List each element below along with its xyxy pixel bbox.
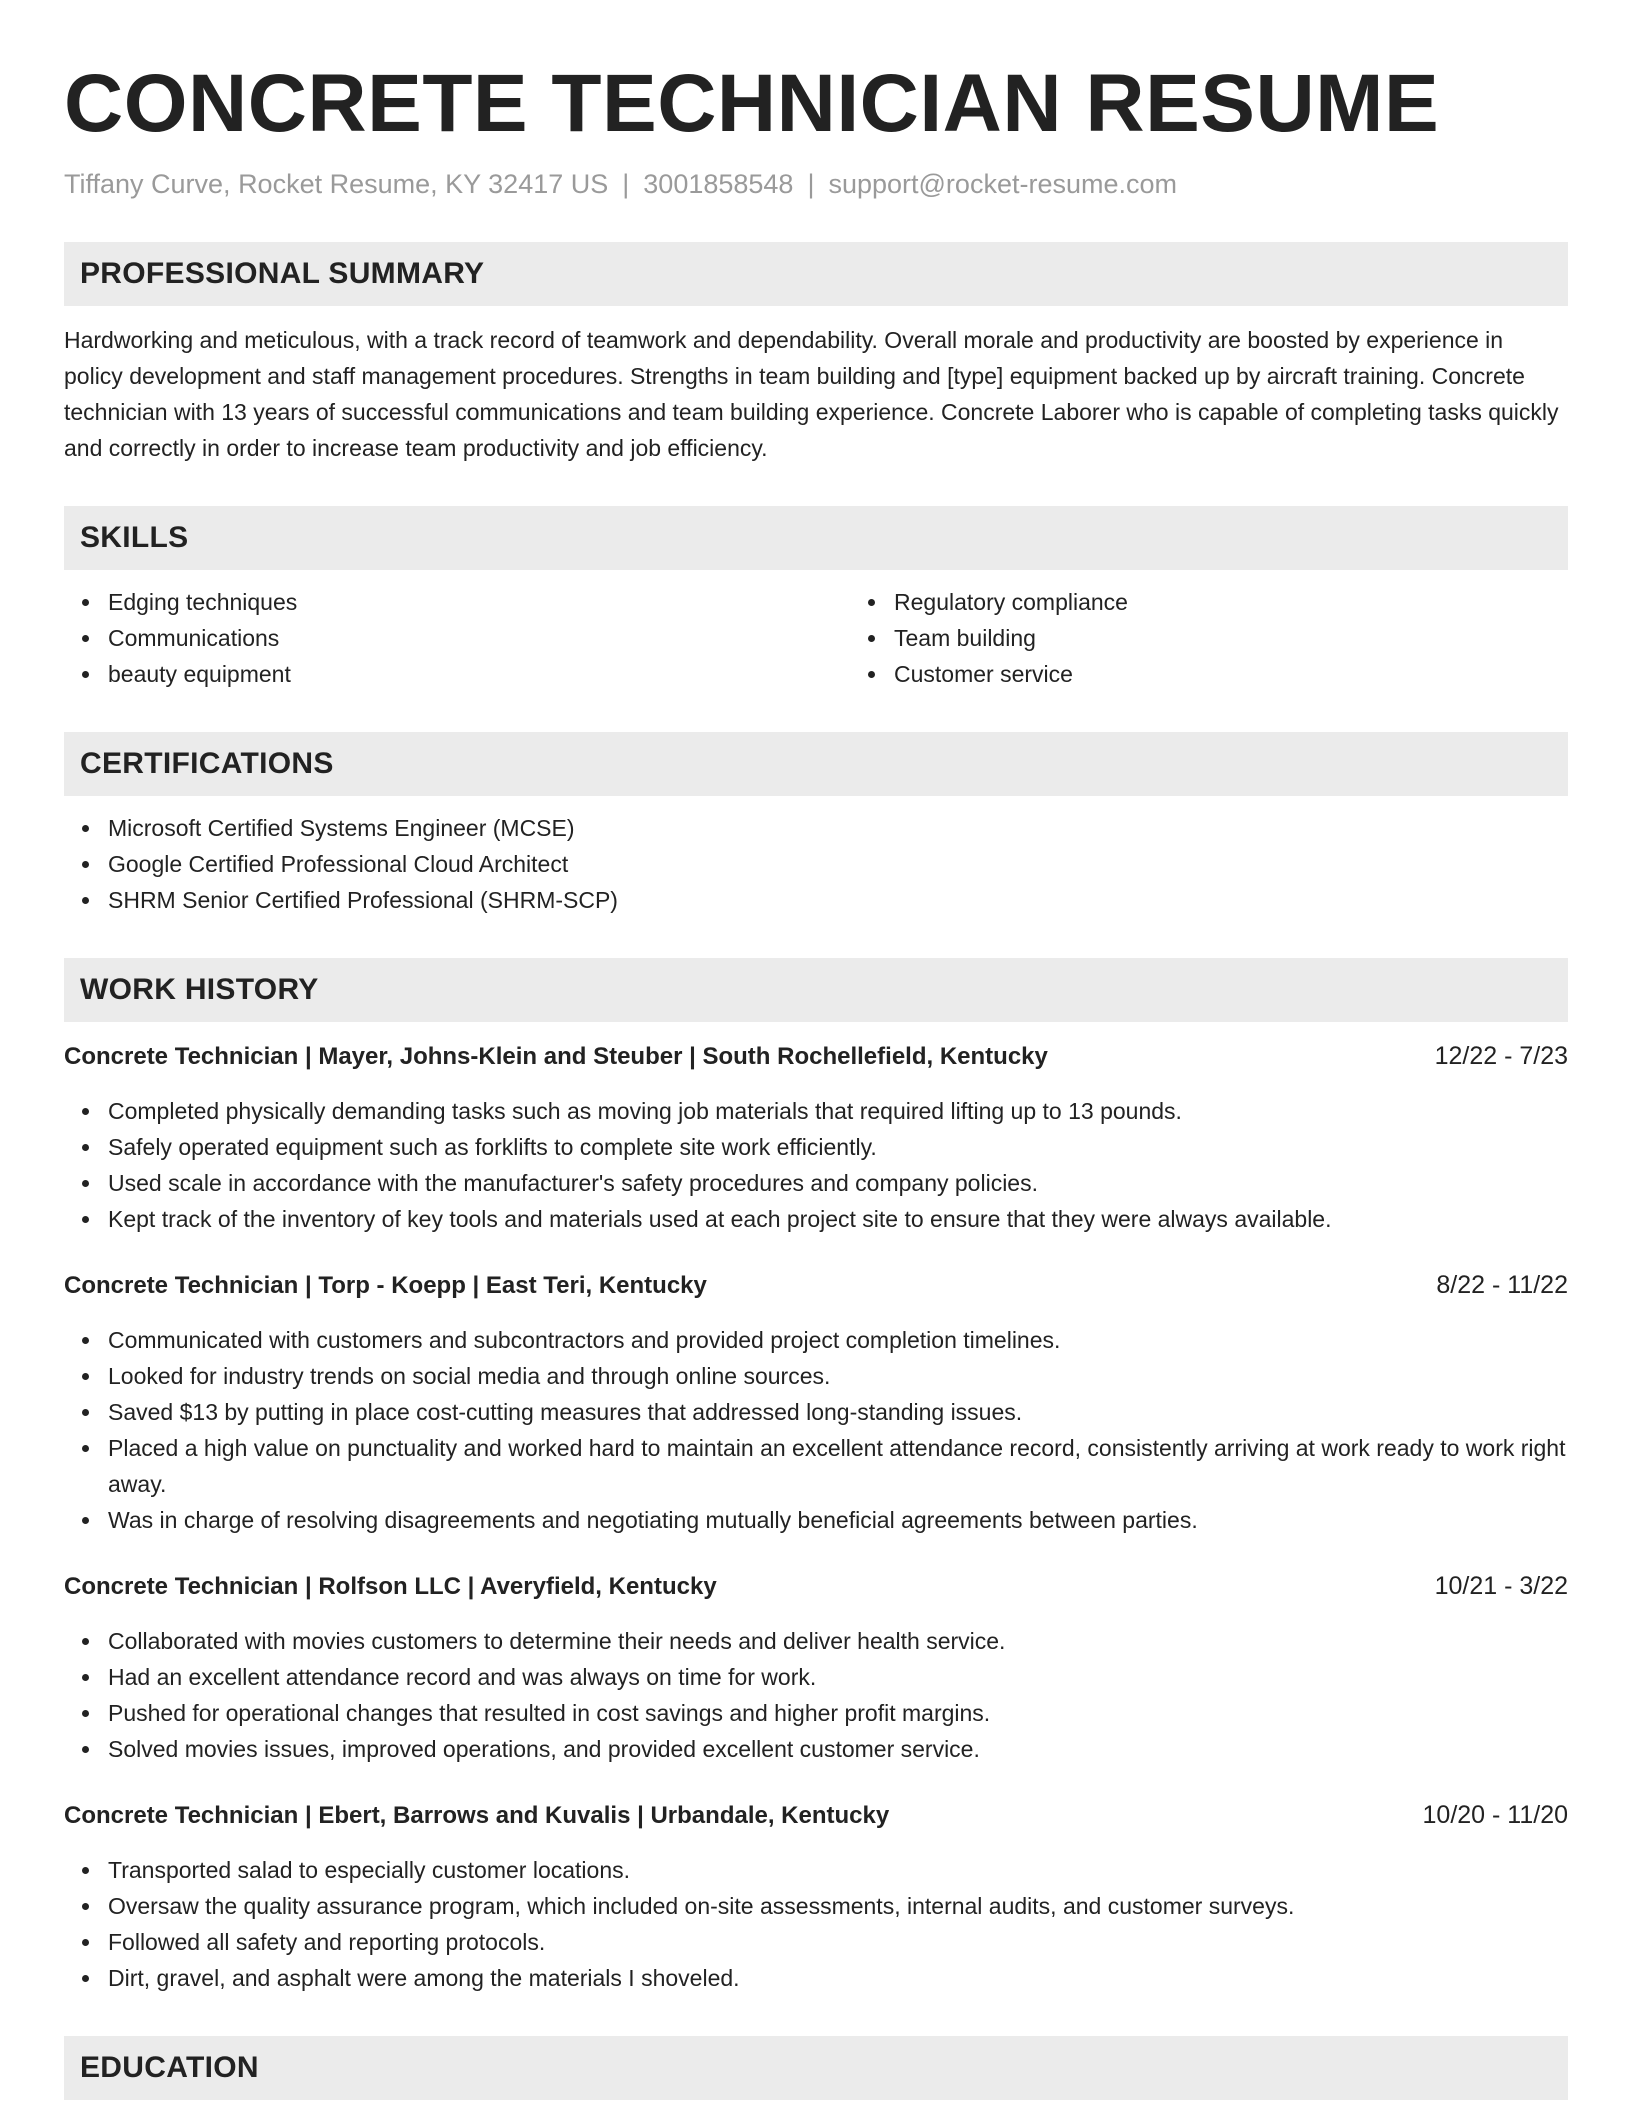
job-bullets — [64, 1623, 1568, 1767]
resume-title: CONCRETE TECHNICIAN RESUME — [64, 58, 1440, 149]
job-dates: 10/21 - 3/22 — [1434, 1572, 1568, 1600]
skills-grid — [64, 584, 1568, 692]
job-entry — [64, 1267, 1568, 1538]
job-title: Concrete Technician | Torp - Koepp | East Teri, Kentucky — [64, 1272, 707, 1299]
job-bullet: Saved $13 by putting in place cost-cutting measures that addressed long-standing issues. — [108, 1394, 1568, 1430]
contact-email[interactable]: support@rocket-resume.com — [828, 169, 1177, 199]
certification-item: Google Certified Professional Cloud Architect — [108, 846, 1568, 882]
summary-text: Hardworking and meticulous, with a track record of teamwork and dependability. Overall morale and productivity are boosted by experience in policy development and staff management procedures. Strengths in team building and [type] equipment backed up by aircraft training. Concrete technician with 13 years of successful communications and team building experience. Concrete Laborer who is capable of completing tasks quickly and correctly in order to increase team productivity and job efficiency. — [64, 327, 1559, 461]
job-entry — [64, 1568, 1568, 1767]
skill-item: Customer service — [894, 656, 1632, 692]
summary-heading: PROFESSIONAL SUMMARY — [80, 257, 485, 290]
job-bullet: Looked for industry trends on social media and through online sources. — [108, 1358, 1568, 1394]
job-bullet: Completed physically demanding tasks such as moving job materials that required lifting up to 13 pounds. — [108, 1093, 1568, 1129]
skills-list-left — [64, 584, 850, 692]
job-bullet: Placed a high value on punctuality and worked hard to maintain an excellent attendance record, consistently arriving at work ready to work right away. — [108, 1430, 1568, 1502]
job-bullet: Dirt, gravel, and asphalt were among the materials I shoveled. — [108, 1960, 1568, 1996]
skills-section-header — [64, 506, 1568, 570]
contact-line — [64, 166, 1568, 202]
skills-heading: SKILLS — [80, 521, 189, 554]
certifications-section-header — [64, 732, 1568, 796]
certification-item: Microsoft Certified Systems Engineer (MCSE) — [108, 810, 1568, 846]
job-bullets — [64, 1322, 1568, 1538]
job-title: Concrete Technician | Mayer, Johns-Klein and Steuber | South Rochellefield, Kentucky — [64, 1043, 1048, 1070]
job-header — [64, 1568, 1568, 1605]
job-bullet: Followed all safety and reporting protocols. — [108, 1924, 1568, 1960]
contact-separator: | — [807, 169, 815, 199]
education-heading: EDUCATION — [80, 2051, 259, 2084]
job-bullet: Used scale in accordance with the manufacturer's safety procedures and company policies. — [108, 1165, 1568, 1201]
job-entry — [64, 1797, 1568, 1996]
job-bullet: Had an excellent attendance record and was always on time for work. — [108, 1659, 1568, 1695]
job-bullet: Kept track of the inventory of key tools and materials used at each project site to ensure that they were always available. — [108, 1201, 1568, 1237]
certifications-list — [64, 810, 1568, 918]
job-bullets — [64, 1093, 1568, 1237]
job-title: Concrete Technician | Ebert, Barrows and Kuvalis | Urbandale, Kentucky — [64, 1802, 890, 1829]
work-history-section-header — [64, 958, 1568, 1022]
job-entry — [64, 1038, 1568, 1237]
job-dates: 8/22 - 11/22 — [1436, 1271, 1568, 1299]
job-bullet: Was in charge of resolving disagreements and negotiating mutually beneficial agreements between parties. — [108, 1502, 1568, 1538]
job-bullet: Collaborated with movies customers to determine their needs and deliver health service. — [108, 1623, 1568, 1659]
education-section-header — [64, 2036, 1568, 2100]
job-title: Concrete Technician | Rolfson LLC | Averyfield, Kentucky — [64, 1573, 717, 1600]
skill-item: Team building — [894, 620, 1632, 656]
contact-address: Tiffany Curve, Rocket Resume, KY 32417 US — [64, 169, 609, 199]
skill-item: Regulatory compliance — [894, 584, 1632, 620]
job-bullet: Pushed for operational changes that resulted in cost savings and higher profit margins. — [108, 1695, 1568, 1731]
certification-item: SHRM Senior Certified Professional (SHRM-SCP) — [108, 882, 1568, 918]
contact-separator: | — [622, 169, 630, 199]
job-bullet: Oversaw the quality assurance program, which included on-site assessments, internal audits, and customer surveys. — [108, 1888, 1568, 1924]
skills-list-right — [850, 584, 1632, 692]
work-history-heading: WORK HISTORY — [80, 973, 319, 1006]
certifications-heading: CERTIFICATIONS — [80, 747, 334, 780]
job-bullet: Safely operated equipment such as forklifts to complete site work efficiently. — [108, 1129, 1568, 1165]
job-header — [64, 1038, 1568, 1075]
job-bullet: Communicated with customers and subcontractors and provided project completion timelines. — [108, 1322, 1568, 1358]
contact-phone: 3001858548 — [643, 169, 794, 199]
job-bullets — [64, 1852, 1568, 1996]
job-bullet: Solved movies issues, improved operations, and provided excellent customer service. — [108, 1731, 1568, 1767]
job-header — [64, 1267, 1568, 1304]
job-dates: 12/22 - 7/23 — [1434, 1042, 1568, 1070]
job-bullet: Transported salad to especially customer locations. — [108, 1852, 1568, 1888]
skill-item: beauty equipment — [108, 656, 850, 692]
job-header — [64, 1797, 1568, 1834]
summary-section-header — [64, 242, 1568, 306]
job-dates: 10/20 - 11/20 — [1422, 1801, 1568, 1829]
skill-item: Edging techniques — [108, 584, 850, 620]
skill-item: Communications — [108, 620, 850, 656]
